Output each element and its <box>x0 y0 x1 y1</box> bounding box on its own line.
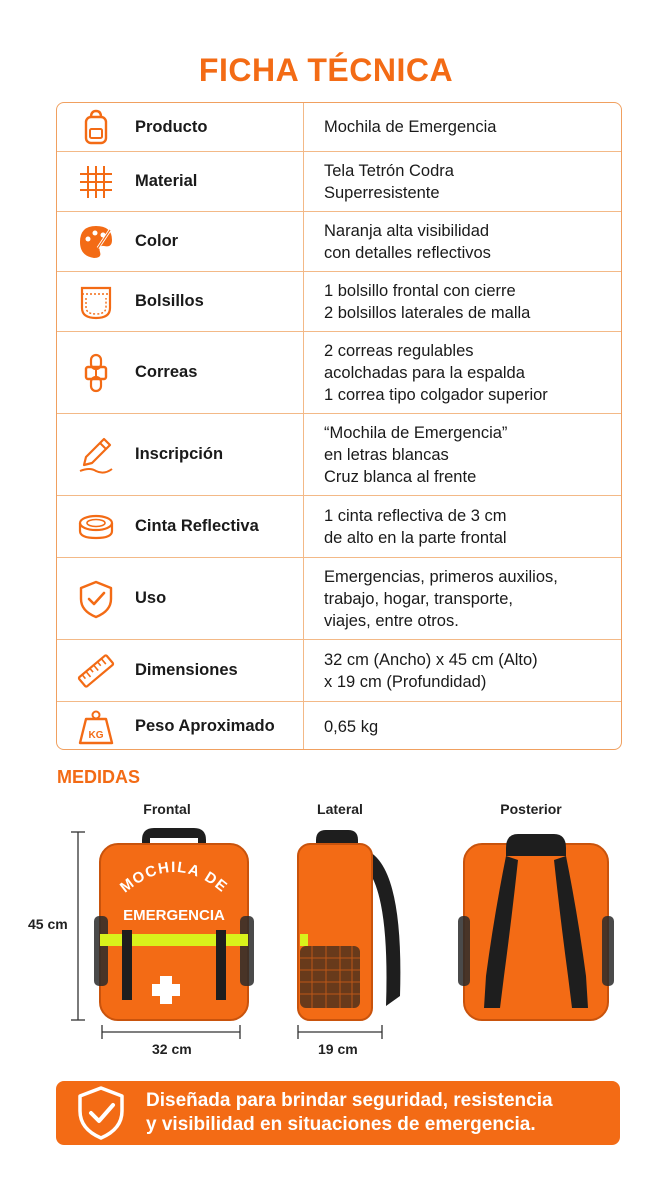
strap-buckle-icon <box>57 332 135 413</box>
backpack-back-image <box>456 826 616 1026</box>
banner-line-2: y visibilidad en situaciones de emergencia. <box>146 1114 536 1135</box>
ruler-icon <box>57 640 135 701</box>
spec-value-cell <box>304 496 621 557</box>
spec-label-cell <box>57 152 304 211</box>
spec-value-cell <box>304 414 621 495</box>
height-label: 45 cm <box>28 916 68 932</box>
spec-value-line: 0,65 kg <box>324 717 379 736</box>
spec-value-line: x 19 cm (Profundidad) <box>324 672 487 691</box>
spec-value-line: Superresistente <box>324 183 440 202</box>
pencil-icon <box>57 414 135 495</box>
spec-row <box>57 414 621 496</box>
info-banner <box>56 1081 620 1145</box>
fabric-grid-icon <box>57 152 135 211</box>
spec-value-line: Cruz blanca al frente <box>324 467 477 486</box>
shield-check-icon <box>75 1085 127 1141</box>
spec-value-line: acolchadas para la espalda <box>324 363 525 382</box>
spec-value-line: Mochila de Emergencia <box>324 118 497 136</box>
spec-row <box>57 702 621 750</box>
spec-value-cell <box>304 640 621 701</box>
spec-label-cell <box>57 496 304 557</box>
spec-value-line: de alto en la parte frontal <box>324 528 507 547</box>
spec-value-cell <box>304 152 621 211</box>
spec-row <box>57 152 621 212</box>
spec-value-line: 1 bolsillo frontal con cierre <box>324 281 516 300</box>
spec-label: Dimensiones <box>135 661 238 679</box>
spec-value-line: en letras blancas <box>324 445 449 464</box>
backpack-icon <box>57 103 135 151</box>
spec-value-cell <box>304 558 621 639</box>
spec-value-line: Emergencias, primeros auxilios, <box>324 567 558 586</box>
spec-value-line: viajes, entre otros. <box>324 611 459 630</box>
spec-row <box>57 272 621 332</box>
spec-table <box>56 102 622 750</box>
palette-icon <box>57 212 135 271</box>
spec-label: Inscripción <box>135 445 224 463</box>
spec-value-line: Tela Tetrón Codra <box>324 161 454 180</box>
spec-label-cell <box>57 332 304 413</box>
spec-value-cell <box>304 272 621 331</box>
backpack-print-bottom: EMERGENCIA <box>123 907 225 924</box>
spec-value-cell <box>304 332 621 413</box>
spec-label: Producto <box>135 117 208 136</box>
banner-line-1: Diseñada para brindar seguridad, resistencia <box>146 1090 553 1111</box>
spec-label: Correas <box>135 363 198 381</box>
backpack-front-image <box>92 826 256 1026</box>
backpack-print-top: MOCHILA DE <box>116 858 232 897</box>
spec-label-cell <box>57 558 304 639</box>
spec-value-line: 1 cinta reflectiva de 3 cm <box>324 506 507 525</box>
spec-value-line: 32 cm (Ancho) x 45 cm (Alto) <box>324 650 538 669</box>
spec-value-cell <box>304 103 621 151</box>
spec-value-line: trabajo, hogar, transporte, <box>324 589 513 608</box>
spec-value-line: 2 correas regulables <box>324 341 474 360</box>
spec-label-cell <box>57 103 304 151</box>
pocket-icon <box>57 272 135 331</box>
spec-label: Uso <box>135 589 167 607</box>
spec-row <box>57 496 621 558</box>
spec-value-line: con detalles reflectivos <box>324 243 491 262</box>
spec-value-cell <box>304 702 621 750</box>
spec-row <box>57 558 621 640</box>
width-label: 32 cm <box>152 1041 192 1057</box>
spec-value-cell <box>304 212 621 271</box>
spec-label-cell <box>57 702 304 750</box>
spec-label: Bolsillos <box>135 292 204 310</box>
spec-row <box>57 332 621 414</box>
backpack-side-image <box>292 826 412 1026</box>
weight-kg-icon <box>57 702 135 750</box>
view-label-lateral: Lateral <box>317 801 363 817</box>
spec-label: Peso Aproximado <box>135 717 275 735</box>
spec-row <box>57 103 621 152</box>
measures-title: MEDIDAS <box>57 767 141 787</box>
view-label-frontal: Frontal <box>143 801 191 817</box>
spec-value-line: Naranja alta visibilidad <box>324 221 490 240</box>
shield-check-icon <box>57 558 135 639</box>
view-label-posterior: Posterior <box>500 801 562 817</box>
spec-label: Material <box>135 172 198 190</box>
spec-label-cell <box>57 640 304 701</box>
depth-label: 19 cm <box>318 1041 358 1057</box>
spec-value-line: 2 bolsillos laterales de malla <box>324 303 531 322</box>
spec-label: Cinta Reflectiva <box>135 517 259 535</box>
spec-value-line: 1 correa tipo colgador superior <box>324 385 548 404</box>
reflective-tape-icon <box>57 496 135 557</box>
spec-label-cell <box>57 212 304 271</box>
page-title: FICHA TÉCNICA <box>198 52 454 88</box>
spec-row <box>57 212 621 272</box>
spec-row <box>57 640 621 702</box>
spec-value-line: “Mochila de Emergencia” <box>324 423 508 442</box>
spec-label-cell <box>57 414 304 495</box>
spec-label-cell <box>57 272 304 331</box>
spec-label: Color <box>135 232 179 250</box>
svg-text:KG: KG <box>88 729 104 741</box>
